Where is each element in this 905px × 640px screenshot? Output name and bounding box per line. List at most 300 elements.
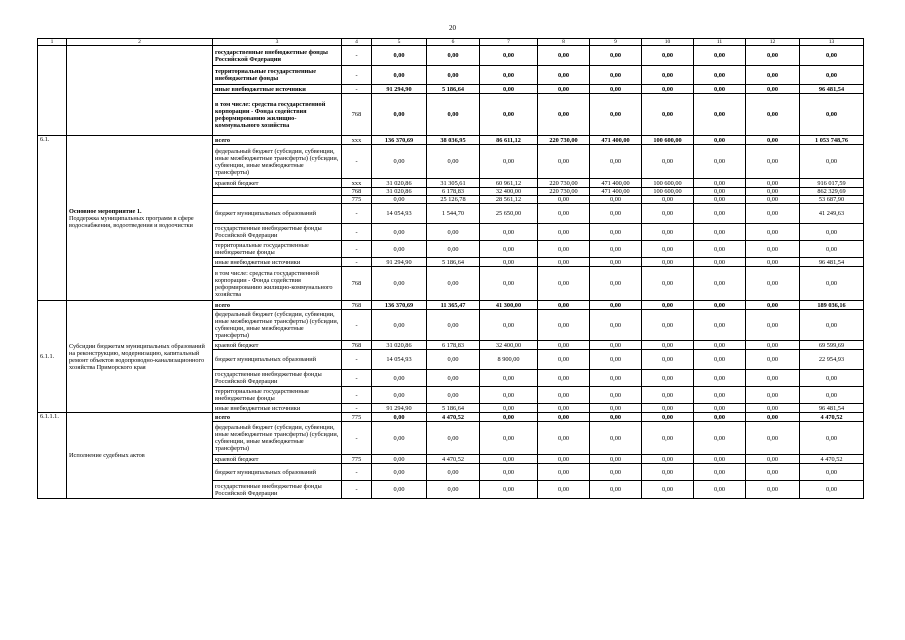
year-value: 0,00 [642,464,694,481]
year-value: 0,00 [480,413,538,422]
column-number: 3 [213,39,342,46]
year-value: 0,00 [746,188,800,196]
grbs-code: ххх [342,179,372,188]
year-value: 0,00 [746,145,800,179]
column-number: 8 [538,39,590,46]
funding-source: бюджет муниципальных образований [213,350,342,370]
item-name [67,136,213,301]
total-value: 41 249,63 [800,204,864,224]
year-value: 0,00 [480,258,538,267]
year-value: 0,00 [590,301,642,310]
year-value: 0,00 [642,413,694,422]
total-value: 0,00 [800,145,864,179]
year-value: 0,00 [590,413,642,422]
funding-source: краевой бюджет [213,179,342,188]
funding-source [213,188,342,196]
year-value: 0,00 [746,350,800,370]
year-value: 0,00 [642,94,694,136]
year-value: 0,00 [694,387,746,404]
year-value: 0,00 [427,370,480,387]
page-number: 20 [449,24,456,32]
year-value: 0,00 [746,224,800,241]
year-value: 0,00 [642,422,694,455]
year-value: 0,00 [746,310,800,341]
year-value: 0,00 [480,481,538,499]
year-value: 0,00 [590,94,642,136]
column-number: 2 [67,39,213,46]
year-value: 14 054,93 [372,204,427,224]
year-value: 0,00 [590,145,642,179]
year-value: 0,00 [694,258,746,267]
year-value: 0,00 [480,310,538,341]
column-number: 11 [694,39,746,46]
budget-table [37,38,864,499]
funding-source: иные внебюджетные источники [213,404,342,413]
year-value: 0,00 [590,387,642,404]
year-value: 91 294,90 [372,85,427,94]
column-number: 10 [642,39,694,46]
year-value: 220 730,00 [538,136,590,145]
year-value: 0,00 [480,46,538,66]
grbs-code: 768 [342,188,372,196]
year-value: 0,00 [427,66,480,85]
year-value: 0,00 [642,204,694,224]
year-value: 0,00 [538,301,590,310]
year-value: 0,00 [694,196,746,204]
year-value: 0,00 [694,188,746,196]
funding-source: бюджет муниципальных образований [213,464,342,481]
year-value: 0,00 [746,413,800,422]
total-value: 53 687,90 [800,196,864,204]
grbs-code: - [342,404,372,413]
total-value: 0,00 [800,481,864,499]
grbs-code: - [342,85,372,94]
year-value: 0,00 [642,46,694,66]
year-value: 0,00 [427,94,480,136]
year-value: 0,00 [480,387,538,404]
year-value: 0,00 [694,455,746,464]
year-value: 0,00 [480,94,538,136]
year-value: 0,00 [694,310,746,341]
year-value: 0,00 [694,341,746,350]
year-value: 0,00 [427,422,480,455]
year-value: 0,00 [372,224,427,241]
funding-source: государственные внебюджетные фонды Российской Федерации [213,370,342,387]
year-value: 38 036,95 [427,136,480,145]
grbs-code: 775 [342,196,372,204]
year-value: 0,00 [372,196,427,204]
year-value: 0,00 [538,258,590,267]
column-number: 4 [342,39,372,46]
year-value: 0,00 [746,204,800,224]
year-value: 0,00 [642,85,694,94]
year-value: 0,00 [746,179,800,188]
item-index: 6.1.1. [38,301,67,413]
total-value: 0,00 [800,94,864,136]
year-value: 0,00 [538,404,590,413]
year-value: 0,00 [538,224,590,241]
year-value: 8 900,00 [480,350,538,370]
grbs-code: - [342,204,372,224]
item-title: Основное мероприятие 1. [69,207,142,215]
year-value: 0,00 [746,136,800,145]
total-value: 0,00 [800,241,864,258]
year-value: 0,00 [694,350,746,370]
year-value: 0,00 [372,145,427,179]
year-value: 0,00 [694,94,746,136]
year-value: 0,00 [746,481,800,499]
year-value: 0,00 [480,422,538,455]
year-value: 0,00 [746,46,800,66]
year-value: 14 054,93 [372,350,427,370]
funding-source: краевой бюджет [213,341,342,350]
year-value: 0,00 [746,241,800,258]
total-value: 4 470,52 [800,455,864,464]
funding-source: федеральный бюджет (субсидии, субвенции, иные межбюджетные трансферты) (субсидии, субвенции, иные межбюджетные трансферты) [213,422,342,455]
funding-source: иные внебюджетные источники [213,258,342,267]
year-value: 0,00 [372,46,427,66]
year-value: 4 470,52 [427,413,480,422]
year-value: 0,00 [480,370,538,387]
table-row [38,301,864,310]
column-number: 6 [427,39,480,46]
total-value: 22 954,93 [800,350,864,370]
funding-source: территориальные государственные внебюджетные фонды [213,66,342,85]
year-value: 6 178,83 [427,341,480,350]
grbs-code: - [342,387,372,404]
column-number: 1 [38,39,67,46]
year-value: 0,00 [480,66,538,85]
item-description: Исполнение судебных актов [69,452,145,460]
funding-source: всего [213,301,342,310]
year-value: 0,00 [694,422,746,455]
year-value: 0,00 [746,196,800,204]
year-value: 0,00 [538,464,590,481]
year-value: 0,00 [642,387,694,404]
year-value: 471 400,00 [590,136,642,145]
funding-source: иные внебюджетные источники [213,85,342,94]
year-value: 0,00 [746,258,800,267]
year-value: 0,00 [372,455,427,464]
column-number-row [38,39,864,46]
grbs-code: - [342,422,372,455]
grbs-code: 775 [342,413,372,422]
year-value: 0,00 [642,455,694,464]
year-value: 0,00 [642,301,694,310]
total-value: 4 470,52 [800,413,864,422]
year-value: 471 400,00 [590,179,642,188]
year-value: 0,00 [642,258,694,267]
year-value: 0,00 [480,224,538,241]
year-value: 0,00 [590,481,642,499]
year-value: 0,00 [590,224,642,241]
funding-source: в том числе: средства государственной корпорации - Фонда содействия реформированию жилищно-коммунального хозяйства [213,94,342,136]
year-value: 0,00 [538,341,590,350]
year-value: 0,00 [746,464,800,481]
year-value: 0,00 [642,66,694,85]
year-value: 0,00 [642,370,694,387]
grbs-code: - [342,241,372,258]
grbs-code: 768 [342,341,372,350]
year-value: 0,00 [538,267,590,301]
year-value: 220 730,00 [538,179,590,188]
grbs-code: 775 [342,455,372,464]
year-value: 0,00 [590,422,642,455]
year-value: 0,00 [427,387,480,404]
total-value: 916 017,59 [800,179,864,188]
year-value: 0,00 [427,224,480,241]
funding-source: всего [213,136,342,145]
year-value: 0,00 [480,464,538,481]
year-value: 0,00 [590,66,642,85]
year-value: 0,00 [694,145,746,179]
year-value: 0,00 [590,350,642,370]
year-value: 31 305,61 [427,179,480,188]
year-value: 0,00 [590,85,642,94]
year-value: 1 544,70 [427,204,480,224]
grbs-code: - [342,224,372,241]
grbs-code: - [342,145,372,179]
item-index: 6.1. [38,136,67,301]
year-value: 0,00 [590,370,642,387]
year-value: 0,00 [538,66,590,85]
year-value: 0,00 [590,310,642,341]
year-value: 0,00 [427,464,480,481]
item-index: 6.1.1.1. [38,413,67,499]
year-value: 0,00 [590,341,642,350]
grbs-code: 768 [342,301,372,310]
year-value: 32 400,00 [480,341,538,350]
year-value: 0,00 [538,370,590,387]
year-value: 0,00 [590,267,642,301]
year-value: 0,00 [427,350,480,370]
year-value: 0,00 [590,455,642,464]
year-value: 0,00 [642,341,694,350]
year-value: 0,00 [480,85,538,94]
column-number: 7 [480,39,538,46]
year-value: 0,00 [372,66,427,85]
year-value: 0,00 [372,241,427,258]
column-number: 13 [800,39,864,46]
year-value: 0,00 [538,145,590,179]
year-value: 0,00 [694,413,746,422]
year-value: 0,00 [746,301,800,310]
total-value: 0,00 [800,66,864,85]
funding-source: государственные внебюджетные фонды Российской Федерации [213,46,342,66]
total-value: 96 481,54 [800,404,864,413]
year-value: 0,00 [372,267,427,301]
year-value: 0,00 [642,145,694,179]
year-value: 0,00 [538,94,590,136]
year-value: 0,00 [538,481,590,499]
year-value: 86 611,12 [480,136,538,145]
item-description: Субсидии бюджетам муниципальных образований на реконструкцию, модернизацию, капитальный ремонт объектов водопроводно-канализационного хозяйства Приморского края [69,342,205,371]
grbs-code: - [342,46,372,66]
year-value: 0,00 [746,66,800,85]
year-value: 100 600,00 [642,179,694,188]
year-value: 0,00 [538,455,590,464]
year-value: 0,00 [427,267,480,301]
item-name [67,46,213,136]
year-value: 0,00 [590,404,642,413]
year-value: 0,00 [694,301,746,310]
year-value: 0,00 [694,404,746,413]
year-value: 0,00 [590,464,642,481]
total-value: 1 053 748,76 [800,136,864,145]
year-value: 0,00 [427,310,480,341]
year-value: 0,00 [538,46,590,66]
year-value: 31 020,86 [372,179,427,188]
total-value: 0,00 [800,310,864,341]
year-value: 100 600,00 [642,136,694,145]
year-value: 0,00 [694,46,746,66]
year-value: 0,00 [746,455,800,464]
year-value: 0,00 [694,481,746,499]
funding-source: федеральный бюджет (субсидии, субвенции, иные межбюджетные трансферты) (субсидии, субвенции, иные межбюджетные трансферты) [213,145,342,179]
year-value: 220 730,00 [538,188,590,196]
table-row [38,136,864,145]
grbs-code: - [342,258,372,267]
total-value: 96 481,54 [800,85,864,94]
year-value: 0,00 [480,404,538,413]
year-value: 0,00 [642,196,694,204]
year-value: 60 961,12 [480,179,538,188]
total-value: 0,00 [800,370,864,387]
total-value: 96 481,54 [800,258,864,267]
year-value: 91 294,90 [372,258,427,267]
grbs-code: - [342,481,372,499]
year-value: 0,00 [642,267,694,301]
year-value: 0,00 [590,241,642,258]
grbs-code: - [342,66,372,85]
year-value: 0,00 [694,370,746,387]
year-value: 0,00 [746,370,800,387]
year-value: 0,00 [746,341,800,350]
funding-source: территориальные государственные внебюджетные фонды [213,241,342,258]
year-value: 0,00 [480,267,538,301]
total-value: 0,00 [800,224,864,241]
funding-source: в том числе: средства государственной корпорации - Фонда содействия реформированию жилищно-коммунального хозяйства [213,267,342,301]
grbs-code: - [342,370,372,387]
funding-source: территориальные государственные внебюджетные фонды [213,387,342,404]
total-value: 0,00 [800,464,864,481]
year-value: 11 365,47 [427,301,480,310]
year-value: 0,00 [746,94,800,136]
year-value: 0,00 [538,422,590,455]
year-value: 0,00 [538,85,590,94]
grbs-code: - [342,350,372,370]
total-value: 189 036,16 [800,301,864,310]
funding-source: краевой бюджет [213,455,342,464]
item-index [38,46,67,136]
year-value: 0,00 [372,464,427,481]
year-value: 136 370,69 [372,301,427,310]
year-value: 0,00 [538,196,590,204]
year-value: 0,00 [746,387,800,404]
year-value: 0,00 [746,422,800,455]
year-value: 100 600,00 [642,188,694,196]
year-value: 31 020,86 [372,188,427,196]
year-value: 0,00 [746,267,800,301]
year-value: 0,00 [642,241,694,258]
year-value: 0,00 [694,204,746,224]
column-number: 9 [590,39,642,46]
year-value: 6 178,83 [427,188,480,196]
year-value: 0,00 [642,350,694,370]
year-value: 0,00 [538,204,590,224]
year-value: 0,00 [746,85,800,94]
year-value: 25 126,78 [427,196,480,204]
column-number: 12 [746,39,800,46]
grbs-code: ххх [342,136,372,145]
year-value: 0,00 [590,196,642,204]
year-value: 0,00 [694,179,746,188]
year-value: 0,00 [480,455,538,464]
funding-source: государственные внебюджетные фонды Российской Федерации [213,224,342,241]
year-value: 5 186,64 [427,85,480,94]
year-value: 0,00 [538,310,590,341]
grbs-code: 768 [342,94,372,136]
year-value: 0,00 [372,387,427,404]
total-value: 0,00 [800,422,864,455]
year-value: 0,00 [427,46,480,66]
year-value: 0,00 [694,267,746,301]
year-value: 31 020,86 [372,341,427,350]
year-value: 0,00 [372,481,427,499]
item-name [67,413,213,499]
funding-source: всего [213,413,342,422]
year-value: 0,00 [427,145,480,179]
year-value: 0,00 [538,350,590,370]
year-value: 0,00 [694,241,746,258]
total-value: 0,00 [800,46,864,66]
total-value: 862 329,69 [800,188,864,196]
year-value: 0,00 [427,481,480,499]
funding-source: государственные внебюджетные фонды Российской Федерации [213,481,342,499]
year-value: 0,00 [372,94,427,136]
funding-source: бюджет муниципальных образований [213,204,342,224]
year-value: 0,00 [427,241,480,258]
year-value: 0,00 [538,241,590,258]
year-value: 0,00 [694,136,746,145]
year-value: 0,00 [746,404,800,413]
year-value: 0,00 [480,145,538,179]
year-value: 0,00 [590,46,642,66]
grbs-code: - [342,464,372,481]
item-name [67,301,213,413]
year-value: 0,00 [642,310,694,341]
year-value: 0,00 [694,66,746,85]
funding-source: федеральный бюджет (субсидии, субвенции, иные межбюджетные трансферты) (субсидии, субвенции, иные межбюджетные трансферты) [213,310,342,341]
year-value: 41 300,00 [480,301,538,310]
year-value: 0,00 [694,224,746,241]
year-value: 28 561,12 [480,196,538,204]
year-value: 0,00 [590,204,642,224]
year-value: 32 400,00 [480,188,538,196]
year-value: 4 470,52 [427,455,480,464]
total-value: 0,00 [800,387,864,404]
total-value: 0,00 [800,267,864,301]
year-value: 0,00 [694,464,746,481]
total-value: 69 599,69 [800,341,864,350]
year-value: 0,00 [538,387,590,404]
year-value: 91 294,90 [372,404,427,413]
year-value: 136 370,69 [372,136,427,145]
year-value: 0,00 [372,370,427,387]
table-row [38,413,864,422]
grbs-code: - [342,310,372,341]
year-value: 0,00 [590,258,642,267]
